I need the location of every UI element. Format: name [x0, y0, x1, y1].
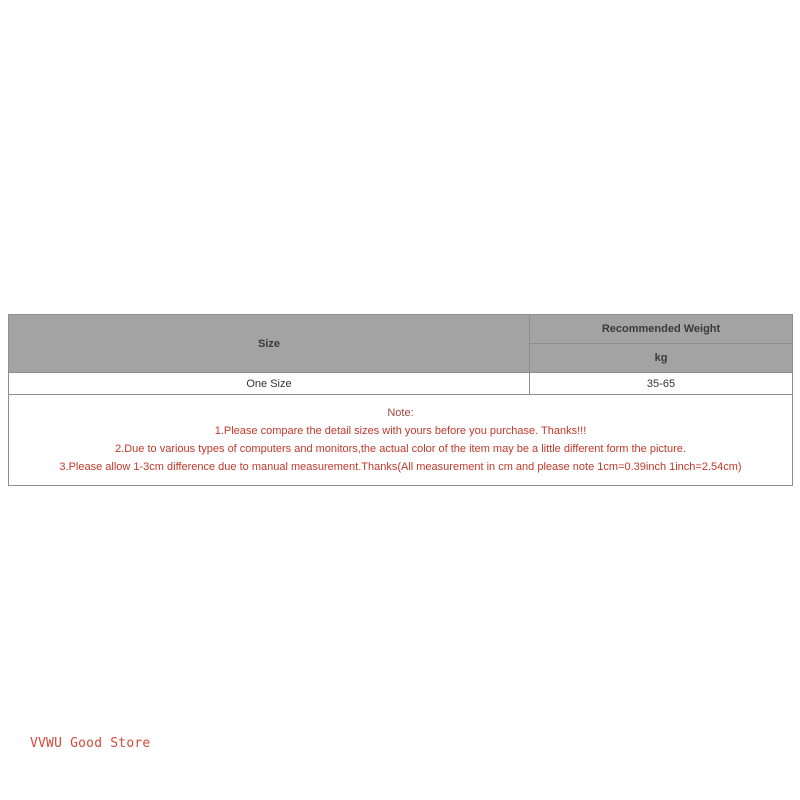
- note-line-2: 2.Due to various types of computers and monitors,the actual color of the item may be a little different form the picture.: [115, 443, 686, 455]
- note-line-1: 1.Please compare the detail sizes with yours before you purchase. Thanks!!!: [214, 425, 587, 437]
- notes-cell: [9, 395, 793, 486]
- size-header: Size: [9, 315, 530, 373]
- note-line-3: 3.Please allow 1-3cm difference due to manual measurement.Thanks(All measurement in cm and please note 1cm=0.39inch 1inch=2.54cm): [59, 461, 742, 473]
- store-watermark: VVWU Good Store: [30, 736, 151, 751]
- notes-row: [9, 395, 793, 486]
- size-value: One Size: [9, 373, 530, 395]
- table-header-row: [9, 315, 793, 344]
- notes-title: Note:: [387, 407, 414, 419]
- table-row: [9, 373, 793, 395]
- recommended-weight-header: Recommended Weight: [530, 315, 793, 344]
- size-chart-table: [8, 314, 793, 486]
- weight-unit-header: kg: [530, 344, 793, 373]
- weight-value: 35-65: [530, 373, 793, 395]
